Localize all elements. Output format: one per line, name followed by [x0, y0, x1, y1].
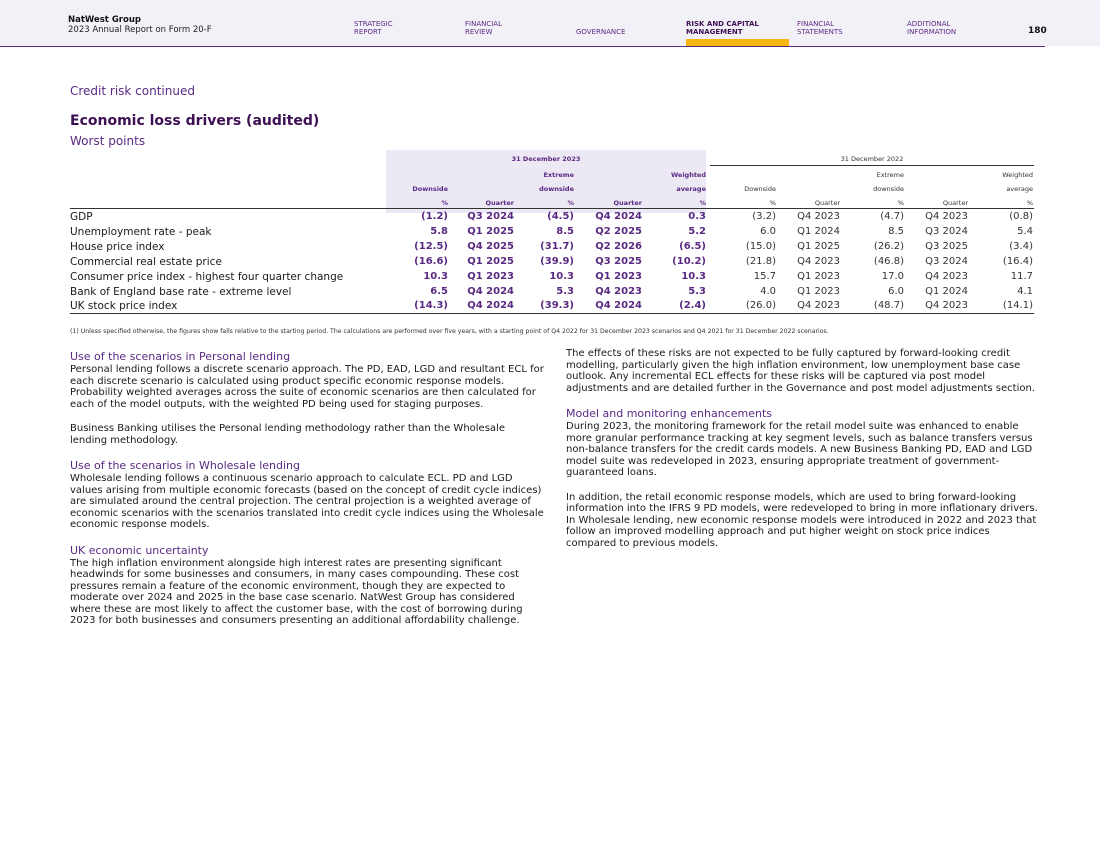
nav-label-line2: GOVERNANCE — [576, 28, 626, 36]
table-cell: (14.1) — [1002, 300, 1033, 311]
nav-label-line2: INFORMATION — [907, 28, 957, 36]
column-header: downside — [873, 185, 904, 193]
left-text-column — [70, 350, 545, 640]
table-cell: 0.3 — [688, 211, 706, 222]
table-cell: Q4 2023 — [595, 286, 642, 297]
table-bottom-rule — [70, 313, 1034, 314]
table-cell: (3.2) — [752, 211, 776, 222]
column-header: Quarter — [942, 199, 968, 207]
table-cell: 4.1 — [1017, 286, 1033, 297]
page-number: 180 — [1028, 26, 1047, 36]
nav-label-line1: RISK AND CAPITAL — [686, 20, 759, 28]
table-cell: (4.7) — [880, 211, 904, 222]
table-cell: Q3 2025 — [595, 256, 642, 267]
table-cell: 5.3 — [556, 286, 574, 297]
table-cell: Q1 2025 — [467, 226, 514, 237]
column-header: Weighted — [670, 171, 706, 179]
nav-financial-review[interactable] — [465, 20, 502, 36]
column-header: Downside — [412, 185, 448, 193]
economic-loss-drivers-table — [70, 150, 1034, 315]
column-header: Weighted — [1002, 171, 1033, 179]
table-cell: 17.0 — [881, 271, 904, 282]
table-cell: 10.3 — [549, 271, 574, 282]
table-cell: Q4 2024 — [595, 211, 642, 222]
table-cell: Q4 2024 — [467, 300, 514, 311]
header-divider — [0, 46, 1045, 47]
nav-label-line1: STRATEGIC — [354, 20, 393, 28]
body-paragraph: Personal lending follows a discrete scenario approach. The PD, EAD, LGD and resultant ECL for each discrete scenario is calculated using product specific economic response models. Probability weighted averages across the suite of economic scenarios are then calculated for each of the model outputs, with the weighted PD being used for staging purposes. — [70, 364, 544, 410]
column-header: % — [567, 199, 574, 207]
table-row-label: Consumer price index - highest four quarter change — [70, 271, 344, 283]
company-name: NatWest Group — [68, 15, 141, 25]
table-cell: Q3 2024 — [925, 256, 968, 267]
table-cell: 6.0 — [760, 226, 776, 237]
body-paragraph: The high inflation environment alongside high interest rates are presenting significant headwinds for some businesses and consumers, in many cases compounding. These cost pressures remain a feature of the economic environment, though they are expected to moderate over 2024 and 2025 in the base case scenario. NatWest Group has considered where these are most likely to affect the customer base, with the cost of borrowing during 2023 for both businesses and consumers presenting an additional affordability challenge. — [70, 557, 523, 626]
nav-strategic-report[interactable] — [354, 20, 393, 36]
table-cell: 15.7 — [753, 271, 776, 282]
nav-additional-information[interactable] — [907, 20, 956, 36]
table-cell: Q4 2025 — [467, 241, 514, 252]
table-cell: 6.5 — [430, 286, 448, 297]
table-cell: 5.8 — [430, 226, 448, 237]
table-cell: Q3 2025 — [925, 241, 968, 252]
table-cell: (16.6) — [414, 256, 448, 267]
nav-label-line2: REVIEW — [465, 28, 493, 36]
table-cell: (12.5) — [414, 241, 448, 252]
table-row-label: House price index — [70, 241, 165, 253]
nav-label-line1 — [576, 20, 625, 28]
table-cell: (31.7) — [540, 241, 574, 252]
table-cell: 10.3 — [681, 271, 706, 282]
nav-financial-statements[interactable] — [797, 20, 843, 36]
table-row-label: Bank of England base rate - extreme level — [70, 286, 292, 298]
nav-risk-capital-management[interactable] — [686, 20, 759, 36]
table-cell: Q1 2024 — [925, 286, 968, 297]
nav-label-line1: FINANCIAL — [797, 20, 834, 28]
table-cell: 4.0 — [760, 286, 776, 297]
table-cell: (39.9) — [540, 256, 574, 267]
nav-label-line2: MANAGEMENT — [686, 28, 743, 36]
table-cell: (3.4) — [1009, 241, 1033, 252]
table-cell: Q1 2023 — [595, 271, 642, 282]
table-cell: Q2 2026 — [595, 241, 642, 252]
table-cell: (26.2) — [873, 241, 904, 252]
table-cell: (10.2) — [672, 256, 706, 267]
section-heading: Use of the scenarios in Wholesale lending — [70, 459, 300, 472]
table-cell: Q1 2023 — [797, 271, 840, 282]
column-header: Extreme — [876, 171, 904, 179]
table-cell: Q1 2024 — [797, 226, 840, 237]
column-header: % — [699, 199, 706, 207]
nav-governance[interactable] — [576, 20, 625, 36]
table-cell: (48.7) — [873, 300, 904, 311]
table-cell: Q1 2023 — [797, 286, 840, 297]
report-name: 2023 Annual Report on Form 20-F — [68, 25, 212, 35]
section-heading: UK economic uncertainty — [70, 543, 209, 557]
table-cell: (2.4) — [679, 300, 706, 311]
column-header: % — [897, 199, 904, 207]
table-cell: 6.0 — [888, 286, 904, 297]
table-row-label: UK stock price index — [70, 300, 178, 312]
column-header: Downside — [744, 185, 776, 193]
table-cell: (15.0) — [745, 241, 776, 252]
table-cell: (26.0) — [745, 300, 776, 311]
body-paragraph: The effects of these risks are not expected to be fully captured by forward-looking credit modelling, particularly given the high inflation environment, low unemployment base case outlook. Any incremental ECL effects for these risks will be captured via post model adjustments and are detailed further in the Governance and post model adjustments section. — [566, 348, 1035, 394]
table-cell: (1.2) — [421, 211, 448, 222]
table-cell: Q4 2023 — [925, 300, 968, 311]
column-header: Quarter — [485, 199, 514, 207]
table-cell: Q3 2024 — [925, 226, 968, 237]
table-cell: Q3 2024 — [467, 211, 514, 222]
table-cell: Q4 2023 — [925, 271, 968, 282]
table-cell: (14.3) — [414, 300, 448, 311]
body-paragraph: During 2023, the monitoring framework for the retail model suite was enhanced to enable more granular performance tracking at key segment levels, such as balance transfers versus non-balance transfers for the credit cards models. A new Business Banking PD, EAD and LGD model suite was redeveloped in 2023, ensuring appropriate treatment of government-guaranteed loans. — [566, 421, 1033, 478]
table-footnote: (1) Unless specified otherwise, the figures show falls relative to the starting period. The calculations are performed over five years, with a starting point of Q4 2022 for 31 December 2023 scenarios and Q4 2021 for 31 December 2022 scenarios. — [70, 328, 829, 335]
right-text-column — [566, 348, 1041, 562]
table-cell: 5.4 — [1017, 226, 1033, 237]
column-header: % — [769, 199, 776, 207]
table-cell: Q2 2025 — [595, 226, 642, 237]
active-section-indicator — [686, 39, 789, 46]
body-paragraph: In addition, the retail economic response models, which are used to bring forward-looking information into the IFRS 9 PD models, were redeveloped to bring in more inflationary drivers. In Wholesale lending, new economic response models were introduced in 2022 and 2023 that follow an improved modelling approach and put higher weight on stock price indices compared to previous models. — [566, 491, 1038, 549]
nav-label-line1: ADDITIONAL — [907, 20, 951, 28]
table-cell: Q1 2025 — [467, 256, 514, 267]
table-cell: Q4 2023 — [797, 256, 840, 267]
column-group-2022: 31 December 2022 — [840, 155, 904, 163]
column-header: average — [676, 185, 706, 193]
table-cell: Q4 2023 — [797, 300, 840, 311]
nav-label-line2: STATEMENTS — [797, 28, 843, 36]
table-cell: 8.5 — [888, 226, 904, 237]
section-kicker: Credit risk continued — [70, 84, 195, 98]
nav-label-line2: REPORT — [354, 28, 382, 36]
page-header — [0, 0, 1100, 46]
page-subtitle: Worst points — [70, 134, 146, 148]
group-underline-2022 — [710, 165, 1034, 166]
table-cell: Q4 2023 — [925, 211, 968, 222]
page-title: Economic loss drivers (audited) — [70, 113, 320, 129]
body-paragraph: Wholesale lending follows a continuous scenario approach to calculate ECL. PD and LGD values arising from multiple economic forecasts (based on the concept of credit cycle indices) are simulated around the central projection. The central projection is a weighted average of economic scenarios with the scenarios translated into credit cycle indices using the Wholesale economic response models. — [70, 473, 544, 530]
table-cell: 5.3 — [688, 286, 706, 297]
table-cell: Q4 2023 — [797, 211, 840, 222]
column-header: average — [1006, 185, 1033, 193]
column-group-2023: 31 December 2023 — [511, 155, 581, 163]
column-header: % — [441, 199, 448, 207]
table-cell: 5.2 — [688, 226, 706, 237]
table-cell: (0.8) — [1009, 211, 1033, 222]
section-heading: Model and monitoring enhancements — [566, 407, 772, 420]
table-cell: (6.5) — [679, 241, 706, 252]
body-paragraph: Business Banking utilises the Personal lending methodology rather than the Wholesale lending methodology. — [70, 423, 505, 446]
column-header: Quarter — [814, 199, 840, 207]
table-cell: Q1 2025 — [797, 241, 840, 252]
table-cell: Q4 2024 — [467, 286, 514, 297]
brand-block — [68, 15, 212, 35]
nav-label-line1: FINANCIAL — [465, 20, 502, 28]
table-cell: 10.3 — [423, 271, 448, 282]
table-cell: Q1 2023 — [467, 271, 514, 282]
table-cell: (4.5) — [547, 211, 574, 222]
table-row-label: GDP — [70, 211, 93, 223]
column-header: Quarter — [613, 199, 642, 207]
column-header: % — [1026, 199, 1033, 207]
column-header: downside — [539, 185, 574, 193]
table-cell: (39.3) — [540, 300, 574, 311]
table-cell: 11.7 — [1010, 271, 1033, 282]
table-cell: Q4 2024 — [595, 300, 642, 311]
table-cell: (21.8) — [745, 256, 776, 267]
table-row-label: Unemployment rate - peak — [70, 226, 212, 238]
table-cell: 8.5 — [556, 226, 574, 237]
section-heading: Use of the scenarios in Personal lending — [70, 350, 291, 363]
table-cell: (46.8) — [873, 256, 904, 267]
table-cell: (16.4) — [1002, 256, 1033, 267]
table-row-label: Commercial real estate price — [70, 256, 222, 268]
header-bottom-rule — [70, 208, 1034, 209]
column-header: Extreme — [543, 171, 574, 179]
